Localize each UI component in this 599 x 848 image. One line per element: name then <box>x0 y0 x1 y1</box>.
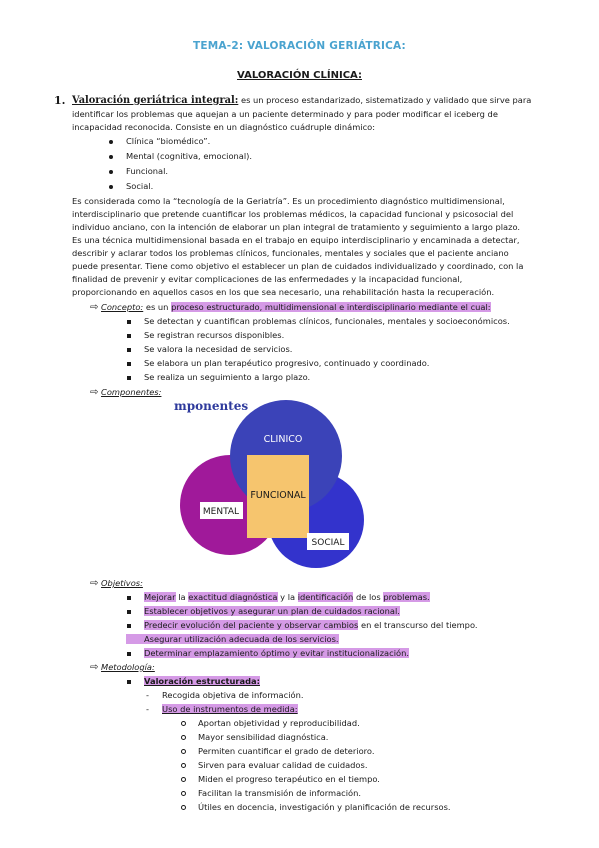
plain-text: en el transcurso del tiempo. <box>358 620 478 630</box>
concepto-text: es un <box>143 302 172 312</box>
square-bullet-icon <box>127 680 131 684</box>
square-bullet-icon <box>127 334 131 338</box>
paragraph-line: Es una técnica multidimensional basada en el trabajo en equipo interdisciplinario y encaminada a detectar, <box>72 235 520 245</box>
list-item: Facilitan la transmisión de información. <box>198 788 361 798</box>
section-number: 1. <box>54 94 66 107</box>
plain-text: la <box>175 592 189 602</box>
plain-text: de los <box>353 592 384 602</box>
highlight-text: Establecer objetivos y asegurar un plan de cuidados racional. <box>144 606 400 616</box>
metodologia-line <box>90 661 155 674</box>
circle-bullet-icon <box>181 721 186 726</box>
section-text-line: identificar los problemas que aquejan a un paciente determinado y para poder modificar el iceberg de <box>72 109 498 119</box>
arrow-right-icon: ⇨ <box>90 578 99 589</box>
list-item: Se detectan y cuantifican problemas clínicos, funcionales, mentales y socioeconómicos. <box>144 316 510 326</box>
circle-bullet-icon <box>181 749 186 754</box>
componentes-line <box>90 386 161 399</box>
bullet-icon <box>109 170 113 174</box>
paragraph-line: individuo anciano, con la intención de elaborar un plan integral de tratamiento y seguimiento a largo plazo. <box>72 222 521 232</box>
list-item <box>144 591 430 604</box>
section-subtitle: VALORACIÓN CLÍNICA: <box>237 70 362 81</box>
paragraph-line: Es considerada como la “tecnología de la Geriatría”. Es un procedimiento diagnóstico multidimensional, <box>72 196 505 206</box>
list-item <box>144 619 478 632</box>
arrow-right-icon: ⇨ <box>90 662 99 673</box>
circle-bullet-icon <box>181 777 186 782</box>
list-item: Aportan objetividad y reproducibilidad. <box>198 718 360 728</box>
objetivos-line <box>90 577 143 590</box>
highlight-text: Determinar emplazamiento óptimo y evitar institucionalización. <box>144 648 409 658</box>
objetivos-label: Objetivos: <box>101 578 143 588</box>
square-bullet-icon <box>127 376 131 380</box>
circle-bullet-icon <box>181 763 186 768</box>
list-item: Se registran recursos disponibles. <box>144 330 285 340</box>
highlight-text: Predecir evolución del paciente y observar cambios <box>144 620 359 630</box>
list-item <box>162 703 298 716</box>
concepto-label: Concepto: <box>101 302 144 312</box>
social-label: SOCIAL <box>311 538 345 548</box>
list-item: Clínica “biomédico”. <box>126 136 211 146</box>
componentes-label: Componentes: <box>101 387 162 397</box>
circle-bullet-icon <box>181 791 186 796</box>
components-diagram <box>168 398 398 573</box>
list-item <box>144 647 409 660</box>
list-item: Social. <box>126 181 154 191</box>
arrow-right-icon: ⇨ <box>90 387 99 398</box>
circle-bullet-icon <box>181 805 186 810</box>
square-bullet-icon <box>127 624 131 628</box>
list-item <box>126 633 339 646</box>
list-item: Mayor sensibilidad diagnóstica. <box>198 732 329 742</box>
list-item: Miden el progreso terapéutico en el tiempo. <box>198 774 380 784</box>
list-item: Se elabora un plan terapéutico progresivo, continuado y coordinado. <box>144 358 430 368</box>
section-heading: Valoración geriátrica integral: <box>72 95 239 106</box>
list-item <box>144 605 400 618</box>
dash-icon: - <box>146 704 149 714</box>
highlight-text: Mejorar <box>144 592 176 602</box>
list-item: Funcional. <box>126 166 169 176</box>
highlight-text: Valoración estructurada: <box>144 676 260 686</box>
square-bullet-icon <box>127 596 131 600</box>
square-bullet-icon <box>127 652 131 656</box>
bullet-icon <box>109 185 113 189</box>
clinico-label: CLINICO <box>263 434 303 445</box>
square-bullet-icon <box>127 348 131 352</box>
list-item: Recogida objetiva de información. <box>162 690 304 700</box>
list-item <box>144 675 260 688</box>
paragraph-line: describir y aclarar todos los problemas clínicos, funcionales, mentales y sociales que el paciente anciano <box>72 248 509 258</box>
paragraph-line: interdisciplinario que pretende cuantificar los problemas médicos, la capacidad funcional y psicosocial del <box>72 209 514 219</box>
circle-bullet-icon <box>181 735 186 740</box>
funcional-label: FUNCIONAL <box>250 490 306 501</box>
page-title: TEMA-2: VALORACIÓN GERIÁTRICA: <box>193 40 406 52</box>
paragraph-line: finalidad de prevenir y evitar complicaciones de las enfermedades y la incapacidad funcional, <box>72 274 463 284</box>
bullet-icon <box>109 155 113 159</box>
section-heading-line <box>72 95 531 106</box>
list-item: Útiles en docencia, investigación y planificación de recursos. <box>198 802 451 812</box>
highlight-text: Asegurar utilización adecuada de los servicios. <box>126 634 339 644</box>
metodologia-label: Metodología: <box>101 662 155 672</box>
paragraph-line: proporcionando en aquellos casos en los que sea necesario, una rehabilitación hasta la recuperación. <box>72 287 495 297</box>
paragraph-line: puede presentar. Tiene como objetivo el establecer un plan de cuidados individualizado y coordinado, con la <box>72 261 524 271</box>
plain-text: y la <box>277 592 298 602</box>
concepto-highlight: proceso estructurado, multidimensional e interdisciplinario mediante el cual: <box>171 302 491 312</box>
section-heading-rest: es un proceso estandarizado, sistematizado y validado que sirve para <box>238 95 532 105</box>
mental-label: MENTAL <box>202 507 240 517</box>
concepto-line <box>90 301 491 314</box>
list-item: Permiten cuantificar el grado de deterioro. <box>198 746 375 756</box>
list-item: Se realiza un seguimiento a largo plazo. <box>144 372 311 382</box>
highlight-text: problemas. <box>383 592 430 602</box>
square-bullet-icon <box>127 320 131 324</box>
section-text-line: incapacidad reconocida. Consiste en un diagnóstico cuádruple dinámico: <box>72 122 376 132</box>
dash-icon: - <box>146 690 149 700</box>
square-bullet-icon <box>127 610 131 614</box>
list-item: Sirven para evaluar calidad de cuidados. <box>198 760 368 770</box>
square-bullet-icon <box>127 362 131 366</box>
highlight-text: identificación <box>297 592 354 602</box>
bullet-icon <box>109 140 113 144</box>
highlight-text: Uso de instrumentos de medida: <box>162 704 298 714</box>
arrow-right-icon: ⇨ <box>90 302 99 313</box>
diagram-fragment-text: mponentes <box>174 399 249 413</box>
list-item: Mental (cognitiva, emocional). <box>126 151 253 161</box>
list-item: Se valora la necesidad de servicios. <box>144 344 293 354</box>
highlight-text: exactitud diagnóstica <box>188 592 278 602</box>
